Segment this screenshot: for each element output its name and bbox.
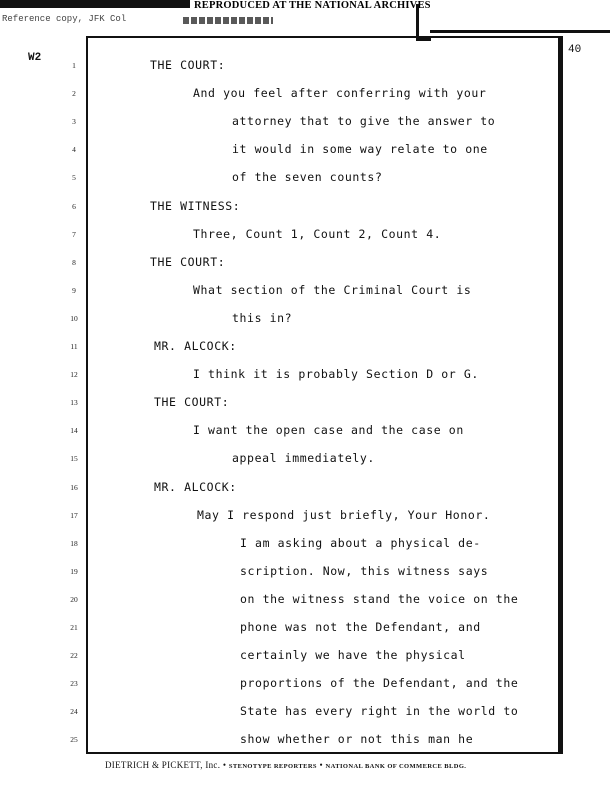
speaker-label: MR. ALCOCK: (154, 339, 237, 353)
line-number: 8 (72, 257, 76, 267)
footer-separator: • (319, 760, 326, 770)
line-number: 9 (72, 285, 76, 295)
reporter-footer (105, 760, 535, 770)
transcript-line: State has every right in the world to (240, 704, 519, 719)
transcript-line: certainly we have the physical (240, 648, 466, 663)
transcript-line: I am asking about a physical de- (240, 535, 481, 550)
transcript-line: of the seven counts? (232, 170, 383, 185)
transcript-line: phone was not the Defendant, and (240, 620, 481, 634)
transcript-line: attorney that to give the answer to (232, 114, 496, 129)
line-number: 10 (70, 313, 78, 323)
line-number: 11 (70, 342, 78, 351)
transcript-line: this in? (232, 310, 293, 325)
right-margin-rule (560, 36, 563, 754)
transcript-line: And you feel after conferring with your (193, 86, 487, 101)
transcript-line: appeal immediately. (232, 451, 375, 466)
line-number: 22 (70, 651, 78, 661)
speaker-label: THE COURT: (154, 395, 230, 410)
reporter-company: DIETRICH & PICKETT, Inc. (105, 760, 221, 770)
speaker-label: MR. ALCOCK: (154, 479, 237, 494)
line-number: 7 (72, 229, 76, 239)
line-number: 6 (72, 201, 76, 211)
line-number: 25 (70, 735, 78, 745)
reference-copy-label: Reference copy, JFK Col (2, 14, 127, 24)
page-number: 40 (568, 44, 582, 56)
witness-id: W2 (28, 52, 42, 64)
line-number: 16 (70, 482, 78, 492)
line-number: 3 (72, 117, 76, 127)
line-number: 21 (70, 623, 78, 632)
line-number: 1 (72, 61, 76, 70)
line-number: 2 (72, 89, 76, 99)
line-number: 24 (70, 707, 78, 717)
scan-edge-line (430, 30, 610, 33)
transcript-line: it would in some way relate to one (232, 142, 488, 157)
scan-smudge (183, 17, 273, 24)
line-number: 23 (70, 679, 78, 689)
line-number: 18 (70, 538, 78, 548)
line-number: 12 (70, 370, 78, 380)
line-number: 15 (70, 454, 78, 464)
line-number: 20 (70, 594, 78, 604)
speaker-label: THE COURT: (150, 254, 226, 269)
line-number: 5 (72, 173, 76, 183)
line-number: 14 (70, 426, 78, 436)
archives-banner: REPRODUCED AT THE NATIONAL ARCHIVES (190, 0, 435, 11)
line-number: 13 (70, 398, 78, 408)
line-number: 4 (72, 145, 76, 155)
footer-separator: • (222, 760, 229, 770)
line-number: 19 (70, 566, 78, 576)
transcript-line: I want the open case and the case on (193, 423, 464, 438)
transcript-line: show whether or not this man he (240, 732, 474, 747)
transcript-line: Three, Count 1, Count 2, Count 4. (193, 226, 442, 241)
transcript-line: on the witness stand the voice on the (240, 591, 519, 606)
transcript-line: scription. Now, this witness says (240, 563, 489, 578)
reporter-location: NATIONAL BANK OF COMMERCE BLDG. (325, 763, 467, 770)
transcript-line: May I respond just briefly, Your Honor. (197, 507, 491, 522)
transcript-line: What section of the Criminal Court is (193, 282, 472, 297)
speaker-label: THE COURT: (150, 58, 226, 72)
speaker-label: THE WITNESS: (150, 198, 241, 213)
transcript-line: I think it is probably Section D or G. (193, 367, 479, 382)
line-number: 17 (70, 510, 78, 520)
reporter-service: STENOTYPE REPORTERS (228, 763, 317, 770)
transcript-line: proportions of the Defendant, and the (240, 676, 519, 691)
